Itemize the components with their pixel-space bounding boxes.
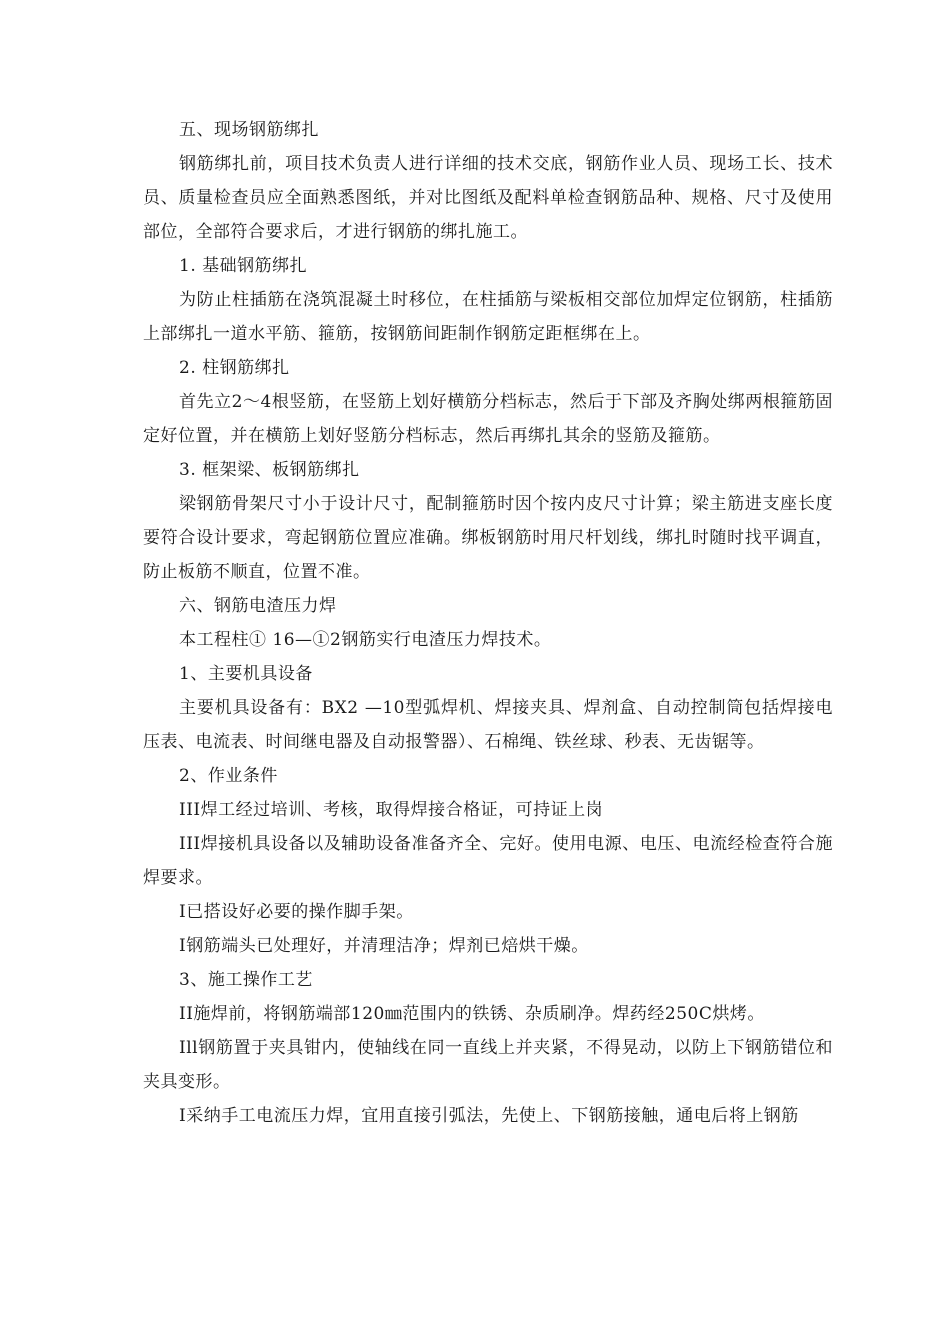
body-paragraph: 主要机具设备有：BX2 —10型弧焊机、焊接夹具、焊剂盒、自动控制筒包括焊接电压表、电流表、时间继电器及自动报警器）、石棉绳、铁丝球、秒表、无齿锯等。 [143,698,833,752]
subsection-heading-work-conditions: 2、作业条件 [179,766,278,786]
subsection-heading-foundation-rebar: 1. 基础钢筋绑扎 [179,256,308,276]
list-item: II施焊前，将钢筋端部120㎜范围内的铁锈、杂质刷净。焊药经250C烘烤。 [179,1004,765,1024]
list-item: I已搭设好必要的操作脚手架。 [179,902,414,922]
subsection-heading-operation-process: 3、施工操作工艺 [179,970,313,990]
list-item: I采纳手工电流压力焊，宜用直接引弧法，先使上、下钢筋接触，通电后将上钢筋 [179,1106,799,1126]
subsection-heading-column-rebar: 2. 柱钢筋绑扎 [179,358,290,378]
body-paragraph: 钢筋绑扎前，项目技术负责人进行详细的技术交底，钢筋作业人员、现场工长、技术员、质量检查员应全面熟悉图纸，并对比图纸及配料单检查钢筋品种、规格、尺寸及使用部位，全部符合要求后，才进行钢筋的绑扎施工。 [143,154,833,242]
subsection-heading-equipment: 1、主要机具设备 [179,664,313,684]
body-paragraph: 梁钢筋骨架尺寸小于设计尺寸，配制箍筋时因个按内皮尺寸计算；梁主筋进支座长度要符合设计要求，弯起钢筋位置应准确。绑板钢筋时用尺杆划线，绑扎时随时找平调直，防止板筋不顺直，位置不准。 [143,494,833,582]
list-item: III焊工经过培训、考核，取得焊接合格证，可持证上岗 [179,800,604,820]
list-item: III焊接机具设备以及辅助设备准备齐全、完好。使用电源、电压、电流经检查符合施焊要求。 [143,834,833,888]
section-heading-electroslag-welding: 六、钢筋电渣压力焊 [179,596,337,616]
document-body [143,113,833,1133]
body-paragraph: 本工程柱① 16—①2钢筋实行电渣压力焊技术。 [179,630,552,650]
body-paragraph: 为防止柱插筋在浇筑混凝土时移位，在柱插筋与梁板相交部位加焊定位钢筋，柱插筋上部绑扎一道水平筋、箍筋，按钢筋间距制作钢筋定距框绑在上。 [143,290,833,344]
subsection-heading-beam-slab-rebar: 3. 框架梁、板钢筋绑扎 [179,460,360,480]
list-item: I钢筋端头已处理好，并清理洁净；焊剂已焙烘干燥。 [179,936,589,956]
body-paragraph: 首先立2〜4根竖筋，在竖筋上划好横筋分档标志，然后于下部及齐胸处绑两根箍筋固定好位置，并在横筋上划好竖筋分档标志，然后再绑扎其余的竖筋及箍筋。 [143,392,833,446]
section-heading-onsite-rebar-binding: 五、现场钢筋绑扎 [179,120,319,140]
list-item: Ill钢筋置于夹具钳内，使轴线在同一直线上并夹紧，不得晃动，以防上下钢筋错位和夹具变形。 [143,1038,833,1092]
